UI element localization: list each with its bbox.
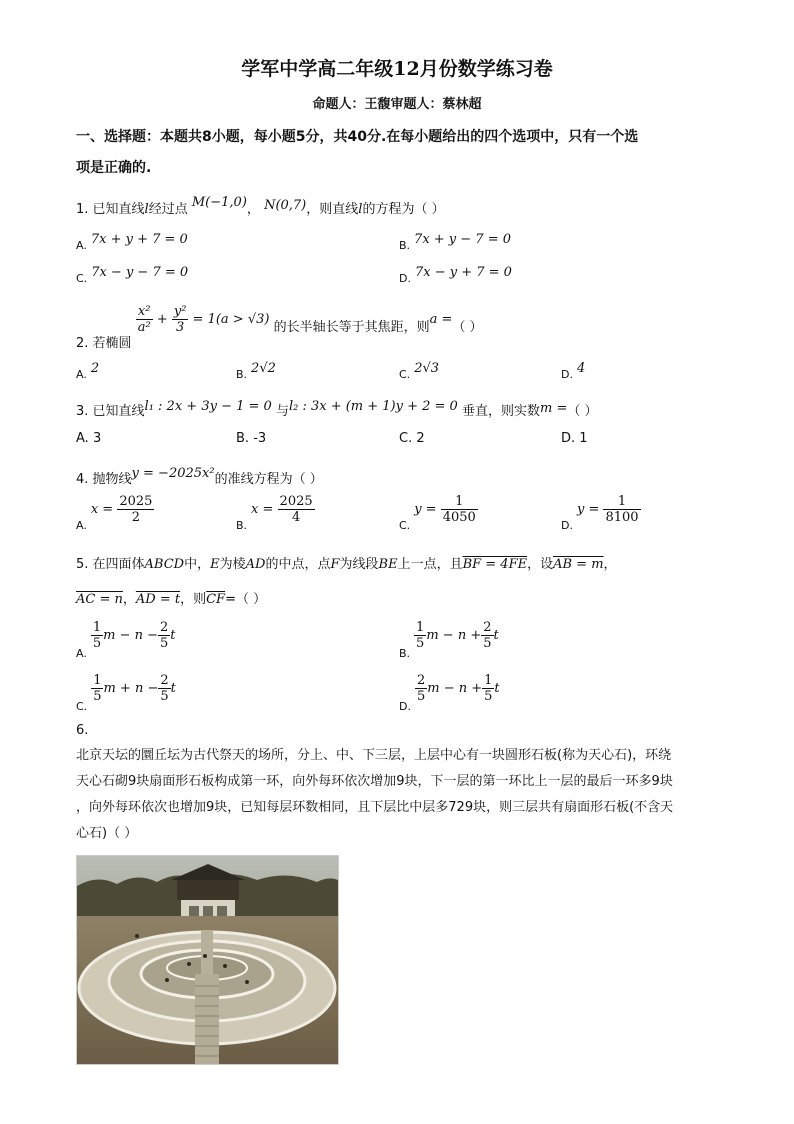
option-fraction [603, 494, 640, 525]
option-label: B. [236, 368, 248, 381]
option-fraction [117, 494, 154, 525]
q5-text: 5. 在四面体 [76, 557, 145, 572]
frac-den: 4050 [442, 510, 476, 525]
q5-segment-be: BE [378, 557, 398, 572]
option-terms: m − n − [103, 628, 158, 643]
section-heading-line2: 项是正确的. [76, 160, 152, 176]
frac-den: 5 [416, 636, 425, 651]
option-terms: m + n − [103, 681, 159, 696]
q3-text-a: 3. 已知直线 [76, 404, 145, 419]
option-label: A. [76, 239, 87, 252]
q2-var-a: a = [429, 312, 453, 327]
frac-num: x² [136, 304, 153, 320]
q5-text: ， [122, 592, 136, 607]
frac-num: 1 [93, 673, 102, 688]
frac-den: 5 [160, 689, 169, 704]
option-label: C. [76, 700, 88, 713]
q5-vector-ab: AB = m [553, 557, 604, 572]
q5-option-c[interactable] [76, 673, 176, 713]
option-fraction [278, 494, 315, 525]
q3-line-2: l₂ : 3x + (m + 1)y + 2 = 0 [288, 399, 458, 414]
q2-option-b[interactable] [236, 361, 276, 381]
frac-num: 1 [603, 494, 640, 510]
option-label: A. [76, 431, 89, 446]
q3-text-b: 垂直，则实数 [461, 404, 540, 419]
q1-comma: ， [246, 202, 260, 217]
q4-equation: y = −2025x² [131, 466, 215, 481]
q3-option-c[interactable] [399, 431, 425, 446]
option-label: D. [561, 368, 573, 381]
q2-option-d[interactable] [561, 361, 586, 381]
option-label: C. [399, 368, 411, 381]
q1-option-b[interactable] [399, 232, 512, 252]
coef-1 [91, 620, 103, 651]
option-label: A. [76, 519, 87, 532]
option-lhs: x = [90, 502, 114, 517]
question-6-line-4: 心石)（ ） [76, 826, 138, 841]
question-5-stem-line2 [76, 588, 266, 607]
question-6-line-1: 北京天坛的圜丘坛为古代祭天的场所，分上、中、下三层，上层中心有一块圆形石板(称为天心石)，环绕 [76, 748, 672, 763]
q1-text-a: 1. 已知直线 [76, 202, 145, 217]
frac-den: 5 [160, 636, 169, 651]
question-6-line-2: 天心石砌9块扇面形石板构成第一环，向外每环依次增加9块，下一层的第一环比上一层的最后一环多9块 [76, 774, 673, 789]
option-label: B. [236, 519, 248, 532]
coef-1 [415, 673, 427, 704]
q5-option-d[interactable] [399, 673, 500, 713]
option-lhs: x = [251, 502, 274, 517]
q3-line-1: l₁ : 2x + 3y − 1 = 0 [144, 399, 272, 414]
altar-illustration [77, 856, 338, 1064]
q1-var-l: l [144, 202, 149, 217]
frac-den: 4 [291, 510, 301, 525]
option-label: C. [76, 272, 88, 285]
q2-text-a: 2. 若椭圆 [76, 336, 132, 351]
frac-num: 1 [92, 620, 102, 635]
option-text: 2√2 [251, 361, 276, 376]
q5-vector-cf: $\overline{CF}$ [206, 592, 226, 607]
frac-den: 5 [484, 689, 493, 704]
option-var-t: t [493, 628, 499, 643]
q5-vector-ad: AD = t [135, 592, 181, 607]
frac-num: 1 [416, 620, 425, 635]
option-label: A. [76, 647, 87, 660]
q3-option-a[interactable] [76, 431, 101, 446]
question-1-stem [76, 195, 445, 217]
option-terms: m − n + [426, 628, 482, 643]
q3-option-d[interactable] [561, 431, 588, 446]
frac-den: a² [137, 320, 151, 335]
q1-text-b: 经过点 [148, 202, 188, 217]
option-lhs: y = [414, 502, 437, 517]
q2-frac-y [172, 304, 189, 335]
q1-option-c[interactable] [76, 265, 189, 285]
q5-point-e: E [210, 557, 220, 572]
option-label: C. [399, 431, 413, 446]
q1-point-n: N(0,7) [264, 198, 307, 213]
frac-den: 5 [93, 689, 102, 704]
q2-option-a[interactable] [76, 361, 100, 381]
q5-edge-ad: AD [245, 557, 266, 572]
option-text: 3 [92, 431, 102, 446]
option-terms: m − n + [427, 681, 483, 696]
coef-2 [158, 620, 170, 651]
q5-text: 为线段 [339, 557, 379, 572]
option-var-t: t [170, 628, 176, 643]
q1-option-a[interactable] [76, 232, 188, 252]
q4-text-b: 的准线方程为（ ） [214, 472, 323, 487]
option-text: 4 [576, 361, 586, 376]
q3-option-b[interactable] [236, 431, 266, 446]
option-text: 7x + y − 7 = 0 [414, 232, 512, 247]
q3-var-m: m = [539, 401, 568, 416]
q1-option-d[interactable] [399, 265, 512, 285]
q5-text: ，设 [527, 557, 554, 572]
frac-num: 2 [483, 620, 492, 635]
frac-den: 5 [92, 636, 102, 651]
q1-text-c: ，则直线 [306, 202, 359, 217]
question-4-stem [76, 462, 323, 487]
option-var-t: t [494, 681, 500, 696]
frac-num: 1 [441, 494, 478, 510]
q5-text: 中， [184, 557, 211, 572]
option-label: D. [561, 519, 573, 532]
q5-text: ，则 [180, 592, 207, 607]
q5-tetrahedron: ABCD [144, 557, 185, 572]
q2-text-b: 的长半轴长等于其焦距，则 [273, 320, 430, 335]
frac-den: 2 [131, 510, 141, 525]
question-2-stem [76, 304, 483, 351]
q5-text: 上一点，且 [397, 557, 463, 572]
frac-num: 1 [484, 673, 493, 688]
frac-den: 5 [416, 689, 426, 704]
option-label: D. [399, 700, 411, 713]
q3-with: 与 [275, 404, 289, 419]
frac-num: 2 [160, 673, 169, 688]
question-6-number: 6. [76, 723, 89, 738]
option-fraction [441, 494, 478, 525]
q4-option-b[interactable] [236, 494, 315, 532]
q1-text-d: 的方程为（ ） [362, 202, 445, 217]
altar-photo [76, 855, 339, 1065]
question-3-stem [76, 400, 597, 419]
option-label: B. [399, 647, 411, 660]
q4-text-a: 4. 抛物线 [76, 472, 132, 487]
option-text: 7x − y + 7 = 0 [414, 265, 512, 280]
q3-text-c: （ ） [567, 404, 598, 419]
option-text: 2 [416, 431, 425, 446]
authors-line: 命题人：王馥审题人：蔡林超 [312, 97, 482, 112]
option-label: D. [399, 272, 411, 285]
option-text: -3 [253, 431, 267, 446]
option-text: 7x − y − 7 = 0 [91, 265, 189, 280]
q5-point-f: F [330, 557, 340, 572]
q5-text: 的中点，点 [265, 557, 331, 572]
question-6-line-3: ，向外每环依次也增加9块，已知每层环数相同，且下层比中层多729块，则三层共有扇面形石板(不含天 [76, 800, 674, 815]
option-lhs: y = [576, 502, 600, 517]
q2-condition: = 1(a > √3) [192, 312, 270, 327]
coef-1 [414, 620, 426, 651]
coef-2 [481, 620, 493, 651]
frac-den: 8100 [605, 510, 639, 525]
q5-option-b[interactable] [399, 620, 499, 660]
option-label: A. [76, 368, 87, 381]
frac-num: 2 [160, 620, 169, 635]
q4-option-d[interactable] [561, 494, 641, 532]
option-var-t: t [170, 681, 176, 696]
section-heading-line1: 一、选择题：本题共8小题，每小题5分，共40分.在每小题给出的四个选项中，只有一个选 [76, 129, 639, 145]
q4-option-a[interactable] [76, 494, 154, 532]
q5-vector-relation: BF = 4FE [462, 557, 528, 572]
q2-text-c: （ ） [452, 320, 483, 335]
coef-1 [91, 673, 103, 704]
frac-num: 2025 [119, 494, 153, 509]
option-label: B. [399, 239, 411, 252]
frac-den: 5 [483, 636, 492, 651]
frac-den: 3 [175, 320, 185, 335]
option-text: 7x + y + 7 = 0 [90, 232, 188, 247]
plus-sign: + [156, 312, 168, 327]
option-label: D. [561, 431, 576, 446]
q5-option-a[interactable] [76, 620, 176, 660]
frac-num: 2025 [279, 494, 313, 509]
option-text: 1 [579, 431, 588, 446]
q2-option-c[interactable] [399, 361, 440, 381]
page-title: 学军中学高二年级12月份数学练习卷 [241, 58, 553, 80]
coef-2 [158, 673, 170, 704]
q5-text: ， [603, 557, 617, 572]
q1-point-m: M(−1,0) [191, 195, 247, 210]
question-5-stem-line1 [76, 553, 617, 572]
coef-2 [482, 673, 494, 704]
q1-var-l-2: l [358, 202, 363, 217]
frac-num: y² [173, 304, 187, 319]
option-text: 2 [90, 361, 100, 376]
q5-text: =（ ） [225, 592, 267, 607]
option-label: C. [399, 519, 411, 532]
q2-frac-x [136, 304, 153, 335]
frac-num: 2 [416, 673, 426, 688]
option-text: 2√3 [414, 361, 440, 376]
q4-option-c[interactable] [399, 494, 478, 532]
q5-text: 为棱 [219, 557, 246, 572]
option-label: B. [236, 431, 250, 446]
q5-vector-ac: AC = n [76, 592, 123, 607]
